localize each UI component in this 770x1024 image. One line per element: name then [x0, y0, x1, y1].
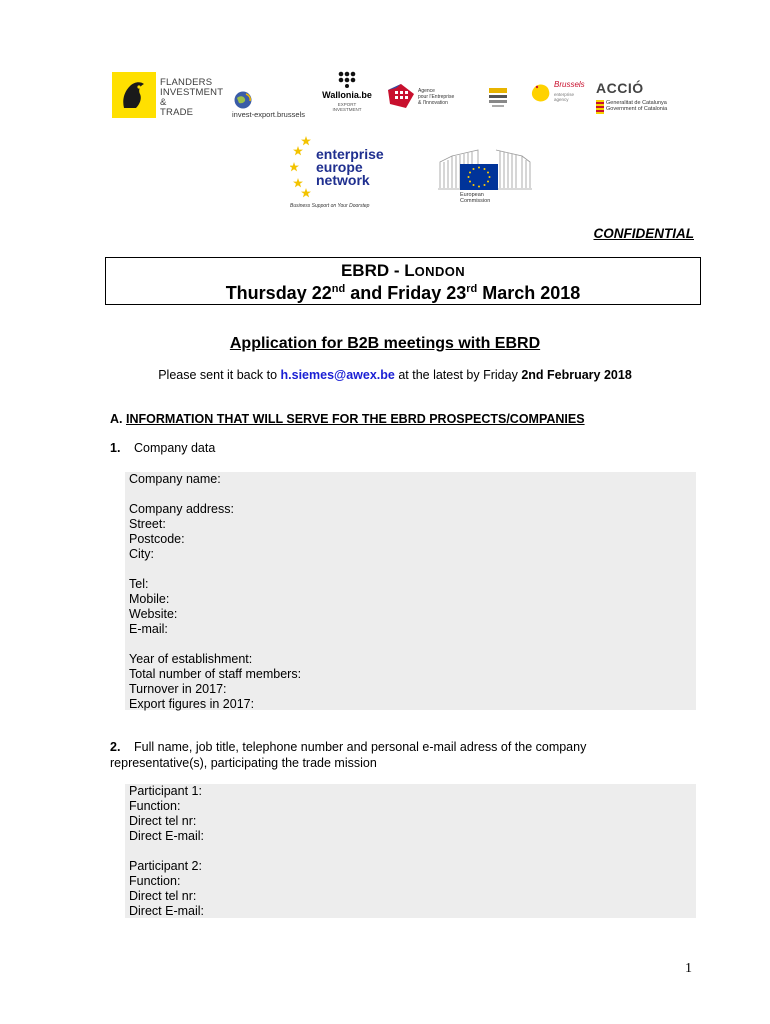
wallonia-logo-name: Wallonia.be [322, 90, 372, 100]
item-number: 2. [110, 740, 121, 754]
brussels-blob-icon [530, 82, 552, 104]
wallonia-logo [318, 70, 376, 118]
section-a-heading [110, 412, 585, 426]
item-label: Full name, job title, telephone number and personal e-mail adress of the company representative(s), participating the trade mission [110, 740, 587, 770]
participants-form-field[interactable]: Participant 1: Function: Direct tel nr: Direct E-mail: Participant 2: Function: Direct tel nr: Direct E-mail: [125, 784, 696, 918]
brussels-logo-subtitle: enterprise agency [554, 92, 575, 102]
accio-logo-subtitle: Generalitat de Catalunya Government of Catalonia [606, 100, 668, 112]
event-date-part: and Friday 23 [345, 283, 467, 303]
section-title: INFORMATION THAT WILL SERVE FOR THE EBRD PROSPECTS/COMPANIES [125, 412, 585, 426]
section-letter: A. [110, 412, 126, 426]
event-date-part: Thursday 22 [225, 283, 332, 303]
enterprise-europe-network-logo [290, 134, 386, 214]
accio-logo [596, 80, 678, 120]
instruction-text: at the latest by Friday [394, 368, 522, 382]
flanders-logo-text: FLANDERS INVESTMENT & TRADE [160, 77, 224, 118]
item-number: 1. [110, 441, 121, 455]
date-ordinal-suffix: nd [331, 283, 346, 295]
representatives-heading [110, 739, 670, 771]
catalunya-bars-icon [596, 100, 604, 114]
berlaymont-building-icon [438, 148, 532, 192]
agence-grid-icon [386, 82, 416, 110]
een-logo-text: enterprise europe network [316, 146, 384, 188]
lion-icon [118, 78, 150, 112]
company-data-heading [110, 441, 215, 455]
application-title: Application for B2B meetings with EBRD [229, 335, 541, 352]
european-commission-logo [438, 148, 532, 210]
submission-instructions [0, 368, 770, 382]
deadline-date: 2nd February 2018 [521, 368, 632, 382]
item-label: Company data [134, 441, 216, 455]
een-tagline: Business Support on Your Doorstep [290, 203, 370, 209]
contact-email-link[interactable]: h.siemes@awex.be [280, 368, 395, 382]
agence-entreprise-innovation-logo [386, 82, 468, 112]
agence-logo-text: Agence pour l'Entreprise & l'Innovation [418, 88, 455, 106]
event-title-box [105, 257, 701, 305]
wallonia-logo-subtitle: EXPORT INVESTMENT [332, 102, 362, 112]
confidential-label: CONFIDENTIAL [593, 226, 694, 241]
instruction-text: Please sent it back to [158, 368, 281, 382]
company-data-form-field[interactable]: Company name: Company address: Street: Postcode: City: Tel: Mobile: Website: E-mail: Year of establishment: Total number of staff members: Turnover in 2017: Export figures in 2017: [125, 472, 696, 710]
flanders-investment-trade-logo [112, 72, 230, 118]
date-ordinal-suffix: rd [466, 283, 478, 295]
accio-logo-name: ACCIÓ [596, 80, 644, 96]
brussels-logo-name: Brussels [554, 80, 585, 89]
event-name-prefix: EBRD - L [340, 261, 415, 280]
wallonia-dots-icon [337, 70, 357, 88]
brussels-enterprise-agency-logo [530, 80, 586, 106]
event-title-line1 [106, 261, 700, 282]
invest-export-brussels-text: invest-export.brussels [232, 110, 305, 119]
ec-logo-text: European Commission [460, 192, 491, 204]
event-name-smallcaps: ONDON [414, 264, 466, 279]
invest-export-brussels-logo [232, 90, 324, 120]
event-dates [106, 282, 700, 304]
event-date-part: March 2018 [477, 283, 581, 303]
page-number: 1 [685, 961, 692, 976]
small-partner-logo-icon [486, 84, 510, 110]
globe-icon [232, 90, 254, 110]
